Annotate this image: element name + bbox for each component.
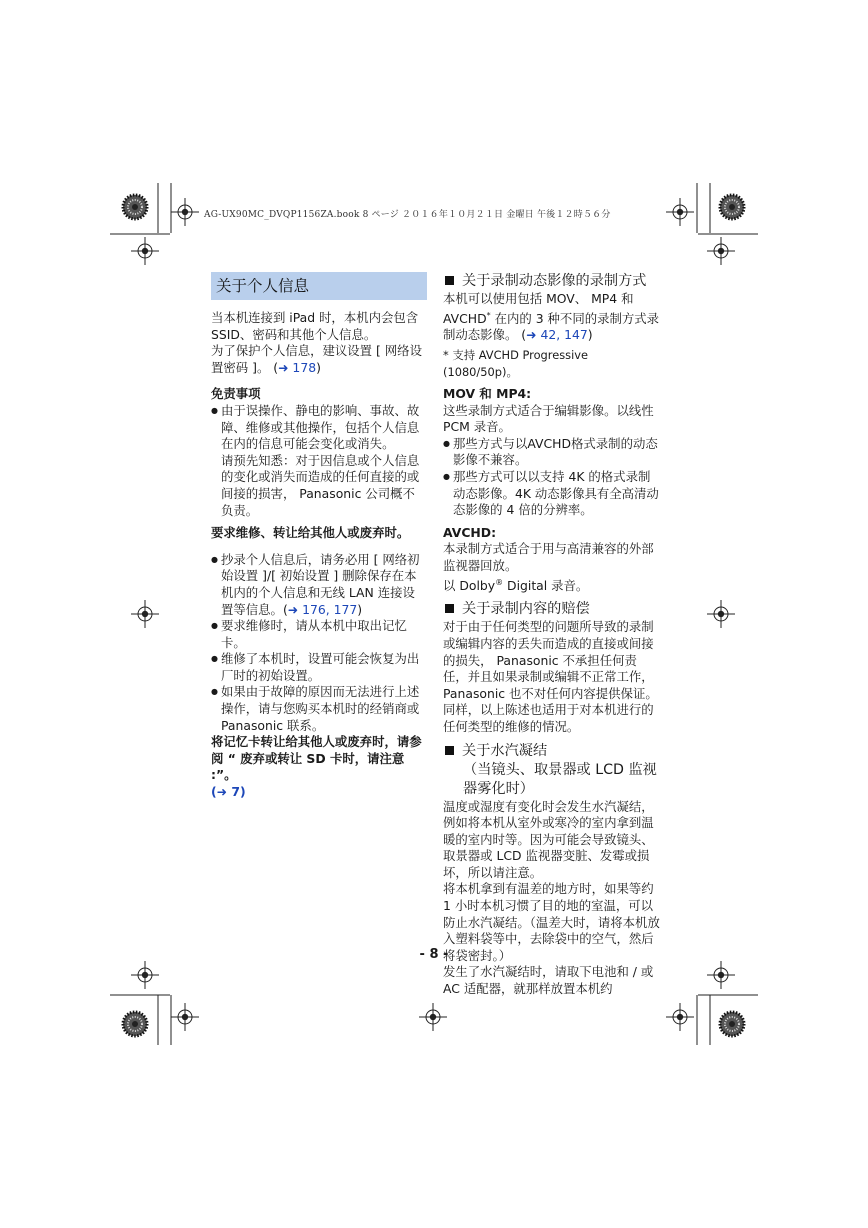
disclaimer-title: 免责事项 [211, 386, 261, 402]
page-reference-link[interactable]: ➜ 42, 147 [526, 327, 588, 343]
text: 将记忆卡转让给其他人或废弃时，请参阅 “ 废弃或转让 SD 卡时，请注意 :”。 [211, 734, 422, 783]
rosette-mark-bottom-right [720, 1012, 744, 1036]
disclaimer-note: 请预先知悉：对于因信息或个人信息的变化或消失而造成的任何直接的或间接的损害， Panasonic 公司概不负责。 [221, 452, 420, 518]
heading-text: （当镜头、取景器或 LCD 监视 [463, 761, 657, 778]
section-banner-personal-info: 关于个人信息 [211, 272, 427, 300]
left-column [211, 272, 427, 801]
text: 以 Dolby [443, 577, 496, 593]
paragraph-condensation-action: 发生了水汽凝结时，请取下电池和 / 或 AC 适配器，就那样放置本机约 [443, 964, 654, 997]
page-reference-link[interactable]: (➜ 7) [211, 784, 246, 800]
page-reference-link[interactable]: ➜ 176, 177 [287, 601, 358, 617]
text: 在内的 3 种不同的录制方式录制动态影像。 ( [443, 310, 660, 343]
section-heading-condensation [443, 742, 660, 799]
right-column [443, 272, 660, 998]
card-transfer-note [211, 734, 427, 800]
footnote-avchd: * 支持 AVCHD Progressive (1080/50p)。 [443, 347, 589, 379]
bullet-contact-dealer: ● 如果由于故障的原因而无法进行上述操作，请与您购买本机时的经销商或 Panasonic 联系。 [211, 684, 427, 734]
paragraph-password-advice [211, 343, 427, 376]
rosette-mark-top-right [720, 195, 744, 219]
heading-text: 关于录制内容的赔偿 [462, 601, 590, 618]
dolby-text [443, 575, 660, 595]
square-bullet-icon [445, 746, 454, 755]
bullet-4k-support: ● 那些方式可以以支持 4K 的格式录制动态影像。4K 动态影像具有全高清动态影像的 4 倍的分辨率。 [443, 469, 660, 519]
bullet-delete-info [211, 552, 427, 618]
text: ) [587, 327, 593, 343]
book-header-line: AG-UX90MC_DVQP1156ZA.book 8 ページ ２０１６年１０月２１日 金曜日 午後１２時５６分 [204, 210, 611, 220]
bullet-not-compatible: ● 那些方式与以AVCHD格式录制的动态影像不兼容。 [443, 436, 660, 469]
repair-transfer-title: 要求维修、转让给其他人或废弃时。 [211, 525, 410, 541]
disclaimer-item: ● 由于误操作、静电的影响、事故、故障、维修或其他操作，包括个人信息在内的信息可能会变化或消失。 [211, 403, 427, 453]
paragraph-condensation-cause: 温度或湿度有变化时会发生水汽凝结，例如将本机从室外或寒冷的室内拿到温暖的室内时等。因为可能会导致镜头、取景器或 LCD 监视器变脏、发霉或损坏，所以请注意。 [443, 798, 654, 880]
paragraph-recording-formats [443, 291, 660, 344]
crosshair-mark [707, 600, 735, 628]
crosshair-mark [707, 961, 735, 989]
crosshair-mark [419, 1003, 447, 1031]
heading-text: 关于水汽凝结 [462, 742, 548, 759]
text: ) [316, 359, 321, 375]
mov-mp4-title: MOV 和 MP4: [443, 386, 532, 402]
crosshair-mark [131, 237, 159, 265]
page-number: - 8 - [419, 947, 449, 962]
text: Digital 录音。 [503, 577, 589, 593]
bullet-remove-card: ● 要求维修时，请从本机中取出记忆卡。 [211, 618, 427, 651]
page-reference-link[interactable]: ➜ 178 [278, 359, 317, 375]
registered-mark: ® [495, 577, 504, 587]
bullet-settings-reset: ● 维修了本机时，设置可能会恢复为出厂时的初始设置。 [211, 651, 427, 684]
square-bullet-icon [445, 604, 454, 613]
text: 为了保护个人信息，建议设置 [ 网络设置密码 ]。 ( [211, 343, 422, 375]
text: 抄录个人信息后，请务必用 [ 网络初始设置 ]/[ 初始设置 ] 删除保存在本机内的个人信息和无线 LAN 连接设置等信息。( [221, 551, 420, 617]
mov-mp4-text: 这些录制方式适合于编辑影像。以线性 PCM 录音。 [443, 402, 654, 435]
crosshair-mark [666, 1003, 694, 1031]
paragraph-condensation-prevention: 将本机拿到有温差的地方时，如果等约 1 小时本机习惯了目的地的室温，可以防止水汽凝结。（温差大时，请将本机放入塑料袋等中，去除袋中的空气，然后将袋密封。） [443, 881, 660, 963]
crosshair-mark [131, 961, 159, 989]
crosshair-mark [666, 198, 694, 226]
text: ) [357, 601, 363, 617]
footnote-marker: * [486, 310, 491, 320]
heading-text: 关于录制动态影像的录制方式 [462, 273, 647, 289]
crosshair-mark [171, 1003, 199, 1031]
crosshair-mark [707, 237, 735, 265]
crosshair-mark [171, 198, 199, 226]
paragraph-compensation: 对于由于任何类型的问题所导致的录制或编辑内容的丢失而造成的直接或间接的损失， Panasonic 不承担任何责任，并且如果录制或编辑不正常工作， Panasonic 也不对任何内容提供保证。同样，以上陈述也适用于对本机进行的任何类型的维修的情况。 [443, 619, 658, 734]
square-bullet-icon [445, 276, 454, 285]
heading-text: 器雾化时） [463, 780, 534, 797]
avchd-title: AVCHD: [443, 524, 497, 540]
crosshair-mark [131, 600, 159, 628]
paragraph-ipad-info: 当本机连接到 iPad 时，本机内会包含 SSID、密码和其他个人信息。 [211, 310, 419, 342]
rosette-mark-top-left [123, 195, 147, 219]
text: 本机可以使用包括 MOV、 MP4 和 AVCHD [443, 291, 634, 326]
rosette-mark-bottom-left [123, 1012, 147, 1036]
section-heading-recording-format [443, 272, 660, 291]
section-heading-compensation [443, 600, 660, 619]
avchd-text: 本录制方式适合于用与高清兼容的外部监视器回放。 [443, 541, 654, 574]
